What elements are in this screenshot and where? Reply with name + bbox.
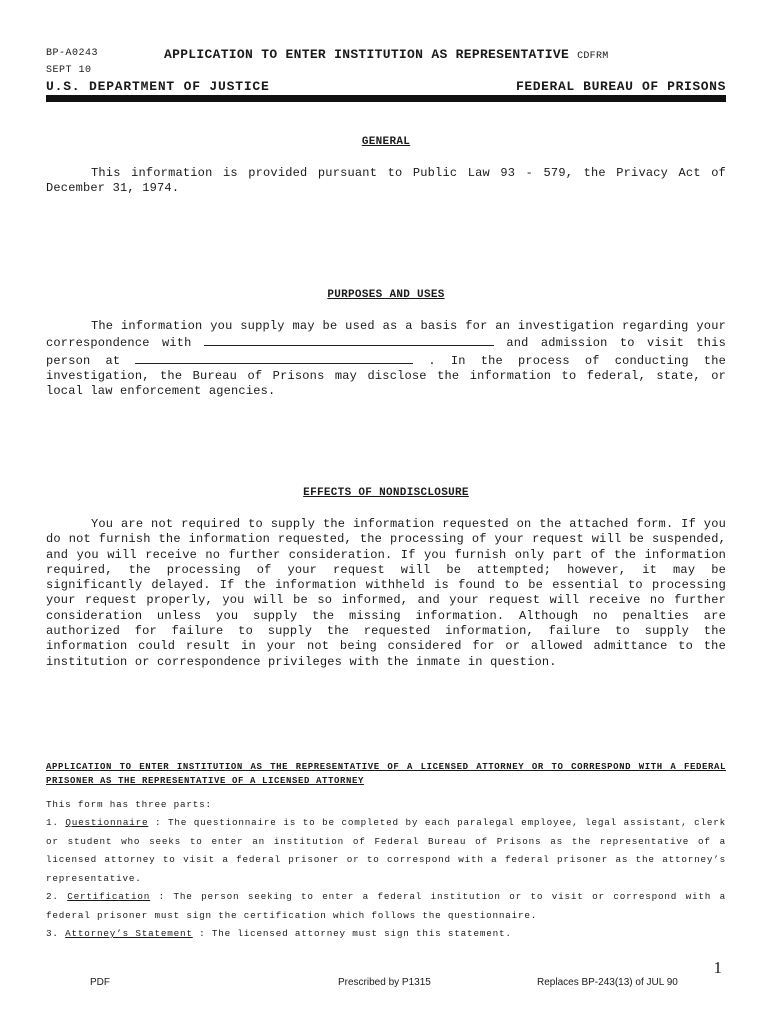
effects-text: You are not required to supply the information requested on the attached form. If you do not furnish the information requested, the processing of your request will be suspended, and you will receive no further consideration. If you furnish only part of the information required, the processing of your request will be attempted; however, it may be significantly delayed. If the information withheld is found to be essential to processing your request properly, you will be so informed, and your request will receive no further consideration unless you supply the missing information. Although no penalties are authorized for failure to supply the requested information, failure to supply the information could result in your not being considered for or allowed admittance to the institution or correspondence privileges with the inmate in question. bbox=[46, 517, 726, 669]
part-1-text: : The questionnaire is to be completed by each paralegal employee, legal assistant, clerk or student who seeks to enter an institution of Federal Bureau of Prisons as the representative of a licensed attorney to visit a federal prisoner or to correspond with a federal prisoner as the attorney’s representative. bbox=[46, 817, 726, 884]
application-heading: APPLICATION TO ENTER INSTITUTION AS THE REPRESENTATIVE OF A LICENSED ATTORNEY OR TO CORRESPOND WITH A FEDERAL PRISONER AS THE REPRESENTATIVE OF A LICENSED ATTORNEY bbox=[46, 762, 726, 786]
correspondent-field[interactable] bbox=[204, 334, 494, 346]
purposes-text-2: and admission to visit this person at bbox=[46, 336, 727, 368]
form-title-suffix: CDFRM bbox=[577, 51, 609, 62]
part-2-certification bbox=[46, 888, 726, 925]
form-title-text: APPLICATION TO ENTER INSTITUTION AS REPRESENTATIVE bbox=[164, 47, 570, 62]
form-date: SEPT 10 bbox=[46, 65, 92, 76]
part-3-text: : The licensed attorney must sign this statement. bbox=[199, 928, 512, 939]
effects-heading: EFFECTS OF NONDISCLOSURE bbox=[303, 487, 469, 499]
part-3-attorney-statement bbox=[46, 925, 726, 944]
part-2-number: 2. bbox=[46, 891, 59, 902]
general-heading: GENERAL bbox=[361, 136, 411, 148]
purposes-text-3: . In the process of conducting the investigation, the Bureau of Prisons may disclose the information to federal, state, or local law enforcement agencies. bbox=[46, 353, 726, 399]
purposes-text bbox=[46, 319, 726, 399]
header-rule bbox=[46, 95, 726, 102]
part-3-name: Attorney’s Statement bbox=[65, 928, 193, 939]
general-text: This information is provided pursuant to Public Law 93 - 579, the Privacy Act of December 31, 1974. bbox=[46, 166, 726, 196]
part-2-name: Certification bbox=[67, 891, 151, 902]
page-number: 1 bbox=[713, 958, 722, 977]
footer-left: PDF bbox=[90, 977, 110, 988]
purposes-heading: PURPOSES AND USES bbox=[327, 289, 445, 301]
form-title bbox=[164, 47, 609, 62]
part-3-number: 3. bbox=[46, 928, 59, 939]
part-2-text: : The person seeking to enter a federal institution or to visit or correspond with a federal prisoner must sign the certification which follows the questionnaire. bbox=[46, 891, 726, 921]
department-name: U.S. DEPARTMENT OF JUSTICE bbox=[46, 79, 270, 94]
purposes-text-1: The information you supply may be used as a basis for an investigation regarding your correspondence with bbox=[46, 319, 726, 351]
footer-center: Prescribed by P1315 bbox=[338, 977, 431, 988]
part-1-name: Questionnaire bbox=[65, 817, 149, 828]
part-1-number: 1. bbox=[46, 817, 59, 828]
application-intro: This form has three parts: bbox=[46, 799, 212, 810]
bureau-name: FEDERAL BUREAU OF PRISONS bbox=[515, 79, 726, 94]
location-field[interactable] bbox=[135, 352, 413, 364]
form-number: BP-A0243 bbox=[46, 48, 99, 59]
part-1-questionnaire bbox=[46, 814, 726, 888]
footer-right: Replaces BP-243(13) of JUL 90 bbox=[537, 977, 678, 988]
